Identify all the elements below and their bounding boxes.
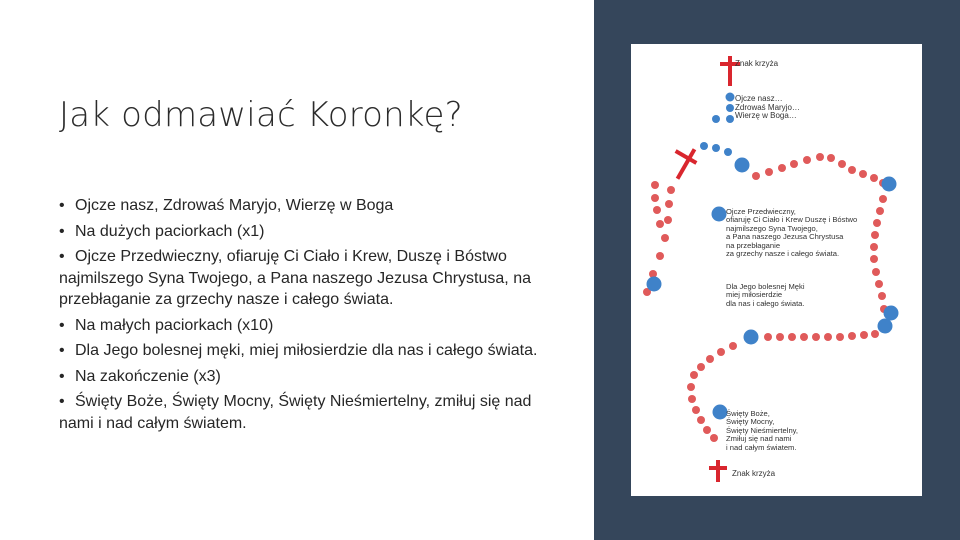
small-bead [692,406,700,414]
bullet-item [59,391,559,434]
bullet-item [59,195,559,217]
bullet-text: Święty Boże, Święty Mocny, Święty Nieśmiertelny, zmiłuj się nad nami i nad całym światem. [59,393,532,432]
small-bead [800,333,808,341]
small-bead [697,416,705,424]
large-bead [735,158,750,173]
small-bead [729,342,737,350]
small-bead [848,166,856,174]
large-bead [647,277,662,292]
small-bead [651,181,659,189]
bullet-item [59,246,559,311]
small-bead [764,333,772,341]
small-bead [664,216,672,224]
large-bead [712,207,727,222]
bullet-text: Ojcze Przedwieczny, ofiaruję Ci Ciało i Krew, Duszę i Bóstwo najmilszego Syna Twojego, a Pana naszego Jezusa Chrystusa, na przebłaganie za grzechy nasze i całego świata. [59,248,531,308]
slide-title: Jak odmawiać Koronkę? [59,95,463,135]
large-bead [878,319,893,334]
small-bead [876,207,884,215]
label-closing-prayers: Święty Boże, Święty Mocny, Święty Nieśmiertelny, Zmiłuj się nad nami i nad całym światem. [726,409,799,452]
small-bead [776,333,784,341]
label-small-bead: Dla Jego bolesnej Męki miej miłosierdzie dla nas i całego świata. [726,282,805,308]
cross-icon [716,460,720,482]
small-bead [870,243,878,251]
bullet-text: Na małych paciorkach (x10) [75,316,274,334]
small-bead [878,292,886,300]
small-bead [752,172,760,180]
small-bead [653,206,661,214]
small-bead [871,330,879,338]
bullet-text: Na dużych paciorkach (x1) [75,222,265,240]
label-top-cross: Znak krzyża [735,59,779,68]
bullet-item [59,221,559,243]
bullet-marker: • [59,248,65,265]
small-bead [860,331,868,339]
small-bead [700,142,708,150]
small-bead [816,153,824,161]
small-bead [873,219,881,227]
bullet-marker: • [59,393,65,410]
small-bead [803,156,811,164]
bullet-text: Ojcze nasz, Zdrowaś Maryjo, Wierzę w Boga [75,197,394,214]
small-bead [871,231,879,239]
small-bead [690,371,698,379]
large-bead [884,306,899,321]
bullet-marker: • [59,367,65,385]
small-bead [667,186,675,194]
large-bead [882,177,897,192]
small-bead [665,200,673,208]
small-bead [765,168,773,176]
small-bead [651,194,659,202]
small-bead [859,170,867,178]
cross-icon [709,466,727,470]
chaplet-diagram [631,44,922,496]
bullet-marker: • [59,222,65,240]
small-bead [788,333,796,341]
small-bead [870,255,878,263]
small-bead [710,434,718,442]
bullet-text: Dla Jego bolesnej męki, miej miłosierdzie dla nas i całego świata. [75,342,538,359]
bullet-list [59,195,559,438]
cross-icon [728,56,732,86]
small-bead [812,333,820,341]
small-bead [717,348,725,356]
small-bead [656,220,664,228]
small-bead [724,148,732,156]
small-bead [824,333,832,341]
label-bottom-cross: Znak krzyża [732,469,776,478]
bullet-item [59,340,559,362]
small-bead [726,115,734,123]
small-bead [703,426,711,434]
bullet-marker: • [59,197,65,214]
bullet-marker: • [59,316,65,334]
small-bead [827,154,835,162]
small-bead [879,195,887,203]
small-bead [712,115,720,123]
large-bead [744,330,759,345]
small-bead [687,383,695,391]
small-bead [870,174,878,182]
small-bead [875,280,883,288]
large-bead [726,93,735,102]
small-bead [872,268,880,276]
small-bead [706,355,714,363]
small-bead [656,252,664,260]
small-bead [848,332,856,340]
small-bead [688,395,696,403]
label-opening-prayers: Ojcze nasz… Zdrowaś Maryjo… Wierzę w Boga… [735,94,800,121]
small-bead [790,160,798,168]
bullet-marker: • [59,342,65,359]
small-bead [726,104,734,112]
bullet-item [59,315,559,337]
bullet-text: Na zakończenie (x3) [75,367,221,385]
small-bead [778,164,786,172]
bullet-item [59,366,559,388]
small-bead [697,363,705,371]
small-bead [712,144,720,152]
small-bead [661,234,669,242]
small-bead [838,160,846,168]
label-large-bead: Ojcze Przedwieczny, ofiaruję Ci Ciało i Krew Duszę i Bóstwo najmilszego Syna Twojego, a Pana naszego Jezusa Chrystusa na przebłaganie za grzechy nasze i całego świata. [726,207,858,259]
small-bead [836,333,844,341]
